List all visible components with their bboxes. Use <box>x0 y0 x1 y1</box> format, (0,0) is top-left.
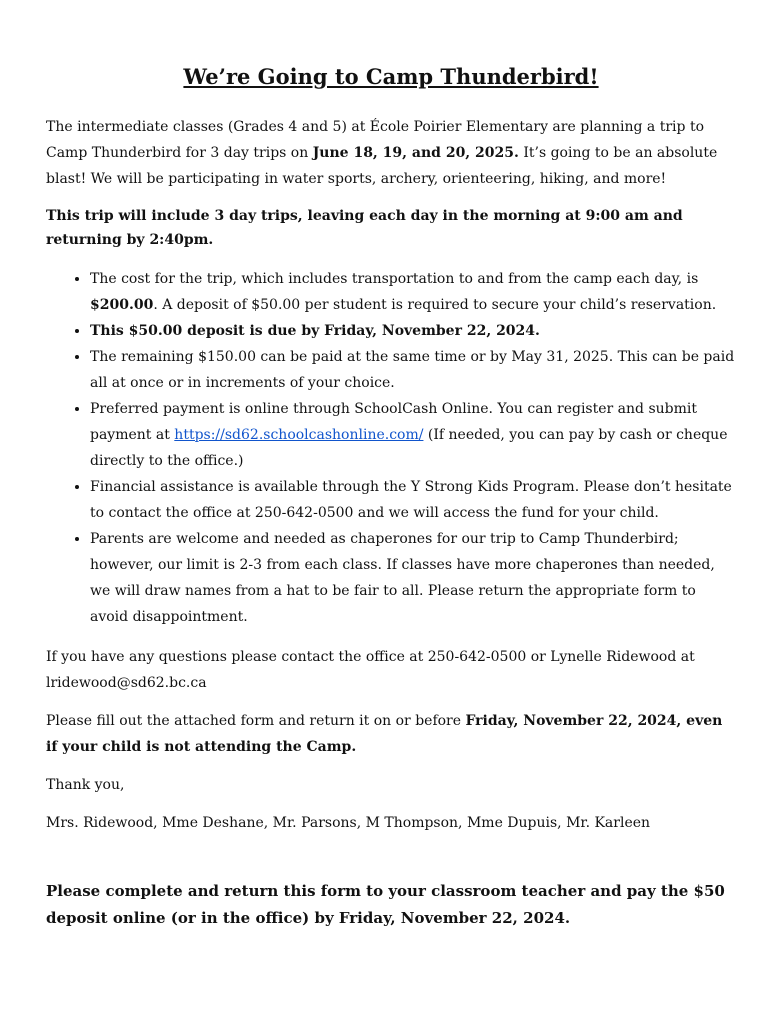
schoolcash-link[interactable]: https://sd62.schoolcashonline.com/ <box>174 427 424 443</box>
trip-note: This trip will include 3 day trips, leaving each day in the morning at 9:00 am and returning by 2:40pm. <box>46 208 683 248</box>
details-list <box>46 266 736 630</box>
list-item-payment <box>90 396 736 474</box>
payment-text-1: Preferred payment is online through SchoolCash Online. You can register and submit payment at <box>90 401 697 443</box>
cost-text-2: . A deposit of $50.00 per student is required to secure your child’s reservation. <box>153 297 717 313</box>
form-note <box>46 708 736 760</box>
intro-text-2: It’s going to be an absolute blast! We will be participating in water sports, archery, orienteering, hiking, and more! <box>46 145 718 187</box>
thanks-line: Thank you, <box>46 777 125 793</box>
signatures-line: Mrs. Ridewood, Mme Deshane, Mr. Parsons, M Thompson, Mme Dupuis, Mr. Karleen <box>46 815 651 831</box>
list-item-remaining: • The remaining $150.00 can be paid at the same time or by May 31, 2025. This can be paid all at once or in increments of your choice. <box>90 344 736 396</box>
payment-text-2: (If needed, you can pay by cash or cheque directly to the office.) <box>90 427 728 469</box>
list-item-deposit: • This $50.00 deposit is due by Friday, November 22, 2024. <box>90 318 736 344</box>
list-item-cost <box>90 266 736 318</box>
list-item-chaperones: • Parents are welcome and needed as chaperones for our trip to Camp Thunderbird; however, our limit is 2-3 from each class. If classes have more chaperones than needed, we will draw names from a hat to be fair to all. Please return the appropriate form to avoid disappointment. <box>90 526 736 630</box>
form-note-bold: Friday, November 22, 2024, even if your child is not attending the Camp. <box>46 713 723 755</box>
intro-text-1: The intermediate classes (Grades 4 and 5) at École Poirier Elementary are planning a trip to Camp Thunderbird for 3 day trips on <box>46 119 704 161</box>
cost-amount: $200.00 <box>90 297 154 313</box>
cost-text-1: The cost for the trip, which includes transportation to and from the camp each day, is <box>90 271 699 287</box>
form-note-text: Please fill out the attached form and return it on or before <box>46 713 466 729</box>
letter-page <box>46 62 736 944</box>
list-item-financial: • Financial assistance is available through the Y Strong Kids Program. Please don’t hesitate to contact the office at 250-642-0500 and we will access the fund for your child. <box>90 474 736 526</box>
intro-dates: June 18, 19, and 20, 2025. <box>312 145 519 161</box>
intro-paragraph <box>46 114 736 192</box>
page-title: We’re Going to Camp Thunderbird! <box>183 64 599 89</box>
questions-paragraph: If you have any questions please contact the office at 250-642-0500 or Lynelle Ridewood at lridewood@sd62.bc.ca <box>46 649 695 691</box>
final-note: Please complete and return this form to your classroom teacher and pay the $50 deposit online (or in the office) by Friday, November 22, 2024. <box>46 882 725 927</box>
